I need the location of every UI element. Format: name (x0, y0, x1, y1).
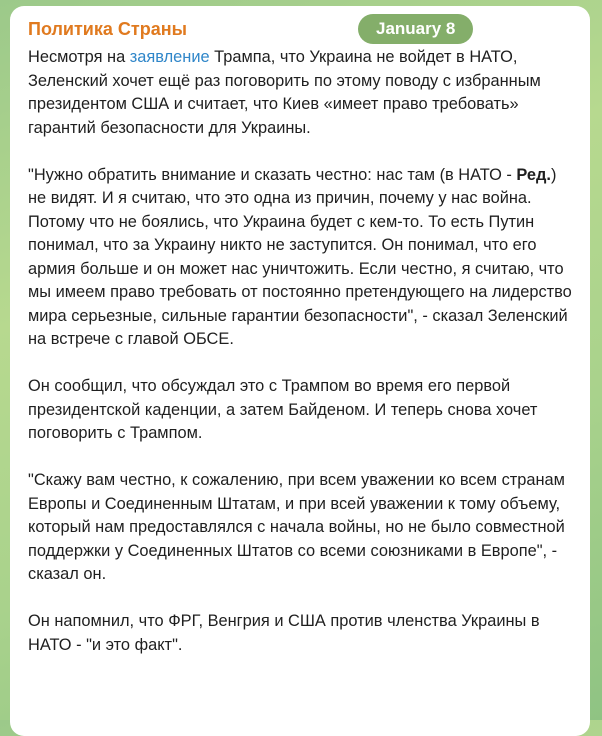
paragraph-1 (28, 46, 576, 140)
paragraph-2-text-b: ) не видят. И я считаю, что это одна из причин, почему у нас война. Потому что не боялись, что Украина будет с кем-то. То есть Путин понимал, что за Украину никто не заступится. Он понимал, что его армия больше и он может нас уничтожить. Если честно, я считаю, что мы имеем право требовать от постоянно претендующего на лидерство мира серьезные, сильные гарантии безопасности", - сказал Зеленский на встрече с главой ОБСЕ. (28, 165, 572, 348)
message-bubble (10, 6, 590, 736)
paragraph-1-text-b: Трампа, что Украина не войдет в НАТО, Зеленский хочет ещё раз поговорить по этому поводу с избранным президентом США и считает, что Киев «имеет право требовать» гарантий безопасности для Украины. (28, 48, 541, 137)
paragraph-4: "Скажу вам честно, к сожалению, при всем уважении ко всем странам Европы и Соединенным Штатам, и при всей уважении к тому объему, который нам предоставлялся с начала войны, но не было совместной поддержки у Соединенных Штатов со всеми союзниками в Европе", - сказал он. (28, 471, 565, 583)
paragraph-5: Он напомнил, что ФРГ, Венгрия и США против членства Украины в НАТО - "и это факт". (28, 612, 540, 654)
message-text (28, 46, 576, 657)
paragraph-2 (28, 164, 576, 352)
message-header (28, 18, 572, 42)
date-badge: January 8 (358, 14, 473, 44)
paragraph-3: Он сообщил, что обсуждал это с Трампом во время его первой президентской каденции, а затем Байденом. И теперь снова хочет поговорить с Трампом. (28, 377, 538, 442)
statement-link[interactable]: заявление (129, 48, 210, 66)
paragraph-2-text-a: "Нужно обратить внимание и сказать честно: нас там (в НАТО - (28, 165, 517, 184)
editor-note: Ред. (516, 165, 551, 184)
channel-name[interactable]: Политика Страны (28, 19, 187, 39)
paragraph-1-text-a: Несмотря на (28, 48, 130, 66)
